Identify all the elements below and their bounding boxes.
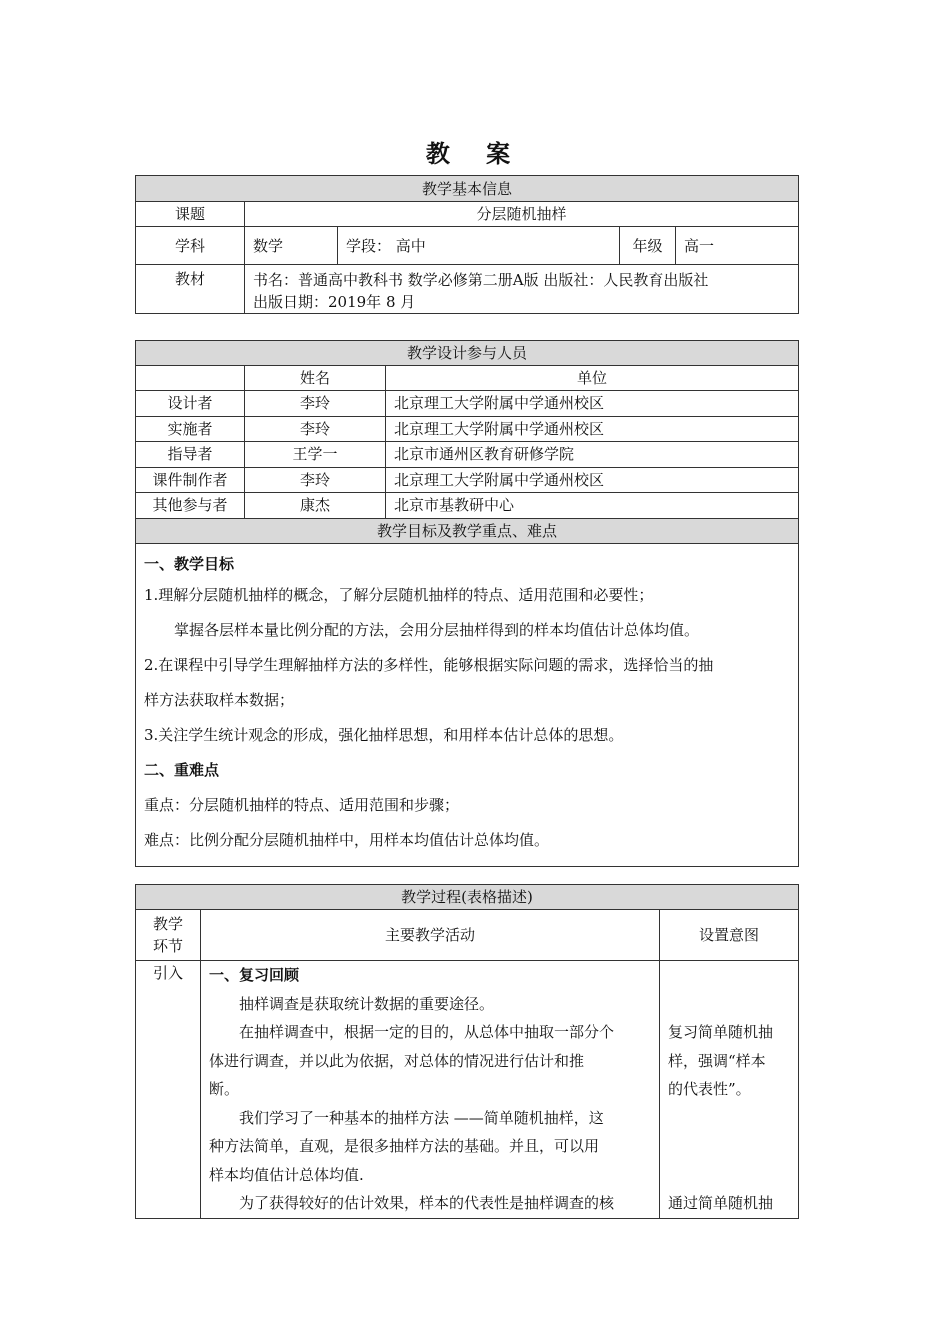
basic-info-table: [135, 175, 799, 314]
stage-cell: 引入: [136, 961, 201, 1219]
stage-label: 学段： 高中: [338, 227, 620, 265]
subject-label: 学科: [136, 227, 245, 265]
activity-heading: 一、复习回顾: [209, 966, 300, 984]
name-cell: 王学一: [245, 442, 386, 468]
activity-line: 体进行调查，并以此为依据，对总体的情况进行估计和推: [209, 1051, 585, 1070]
unit-cell: 北京理工大学附属中学通州校区: [386, 416, 799, 442]
table-row: [136, 493, 799, 519]
process-header: 教学过程(表格描述): [136, 885, 799, 910]
activity-line: 我们学习了一种基本的抽样方法 ——简单随机抽样，这: [239, 1108, 604, 1127]
stage-col-header-line-2: 环节: [152, 937, 183, 955]
intent-cell: [660, 961, 799, 1219]
basic-info-header: 教学基本信息: [136, 176, 799, 202]
table-row: [136, 391, 799, 417]
name-col-header: 姓名: [245, 366, 386, 391]
textbook-line-2: 出版日期：2019年 8 月: [253, 293, 416, 311]
table-row: [136, 416, 799, 442]
grade-value: 高一: [676, 227, 799, 265]
activity-line: 在抽样调查中，根据一定的目的，从总体中抽取一部分个: [239, 1023, 615, 1041]
name-cell: 李玲: [245, 467, 386, 493]
unit-cell: 北京理工大学附属中学通州校区: [386, 467, 799, 493]
goal-1: 1.理解分层随机抽样的概念，了解分层随机抽样的特点、适用范围和必要性；: [144, 585, 654, 604]
textbook-label: 教材: [136, 265, 245, 314]
activity-cell: [201, 961, 660, 1219]
key-points-heading: 二、重难点: [144, 760, 220, 779]
textbook-line-1: 书名：普通高中教科书 数学必修第二册A版 出版社：人民教育出版社: [253, 271, 709, 289]
intent-line: 样，强调“样本: [668, 1051, 766, 1070]
hard-point: 难点：比例分配分层随机抽样中，用样本均值估计总体均值。: [144, 830, 550, 849]
intent-col-header: 设置意图: [660, 910, 799, 961]
activity-line: 种方法简单，直观，是很多抽样方法的基础。并且，可以用: [209, 1137, 600, 1155]
goals-heading: 一、教学目标: [144, 554, 235, 573]
stage-col-header-line-1: 教学: [152, 915, 183, 933]
page-title: 教 案: [425, 139, 525, 168]
name-cell: 康杰: [245, 493, 386, 519]
topic-label: 课题: [136, 202, 245, 227]
subject-value: 数学: [245, 227, 338, 265]
role-cell: 设计者: [136, 391, 245, 417]
goal-1b: 掌握各层样本量比例分配的方法，会用分层抽样得到的样本均值估计总体均值。: [174, 620, 700, 639]
table-row: [136, 442, 799, 468]
name-cell: 李玲: [245, 391, 386, 417]
process-table: [135, 884, 799, 1219]
unit-col-header: 单位: [386, 366, 799, 391]
unit-cell: 北京理工大学附属中学通州校区: [386, 391, 799, 417]
role-cell: 指导者: [136, 442, 245, 468]
unit-cell: 北京市基教研中心: [386, 493, 799, 519]
activity-line: 样本均值估计总体均值.: [209, 1165, 364, 1184]
intent-line: 通过简单随机抽: [668, 1194, 774, 1212]
role-cell: 其他参与者: [136, 493, 245, 519]
goal-2b: 样方法获取样本数据；: [144, 690, 295, 709]
goals-content: [136, 543, 799, 866]
textbook-info: [245, 265, 799, 314]
activity-line: 断。: [209, 1080, 240, 1098]
stage-col-header: [136, 910, 201, 961]
role-col-header: [136, 366, 245, 391]
participants-header: 教学设计参与人员: [136, 341, 799, 366]
activity-line: 为了获得较好的估计效果，样本的代表性是抽样调查的核: [239, 1194, 615, 1212]
goal-2a: 2.在课程中引导学生理解抽样方法的多样性，能够根据实际问题的需求，选择恰当的抽: [144, 655, 714, 674]
key-point: 重点：分层随机抽样的特点、适用范围和步骤；: [144, 795, 460, 814]
participants-table: [135, 340, 799, 867]
goal-3: 3.关注学生统计观念的形成，强化抽样思想，和用样本估计总体的思想。: [144, 725, 624, 744]
role-cell: 课件制作者: [136, 467, 245, 493]
grade-label: 年级: [620, 227, 676, 265]
intent-line: 复习简单随机抽: [668, 1023, 774, 1041]
activity-line: 抽样调查是获取统计数据的重要途径。: [239, 994, 495, 1013]
unit-cell: 北京市通州区教育研修学院: [386, 442, 799, 468]
topic-value: 分层随机抽样: [245, 202, 799, 227]
goals-header: 教学目标及教学重点、难点: [136, 518, 799, 543]
table-row: [136, 467, 799, 493]
role-cell: 实施者: [136, 416, 245, 442]
intent-line: 的代表性”。: [668, 1080, 751, 1098]
name-cell: 李玲: [245, 416, 386, 442]
activity-col-header: 主要教学活动: [201, 910, 660, 961]
